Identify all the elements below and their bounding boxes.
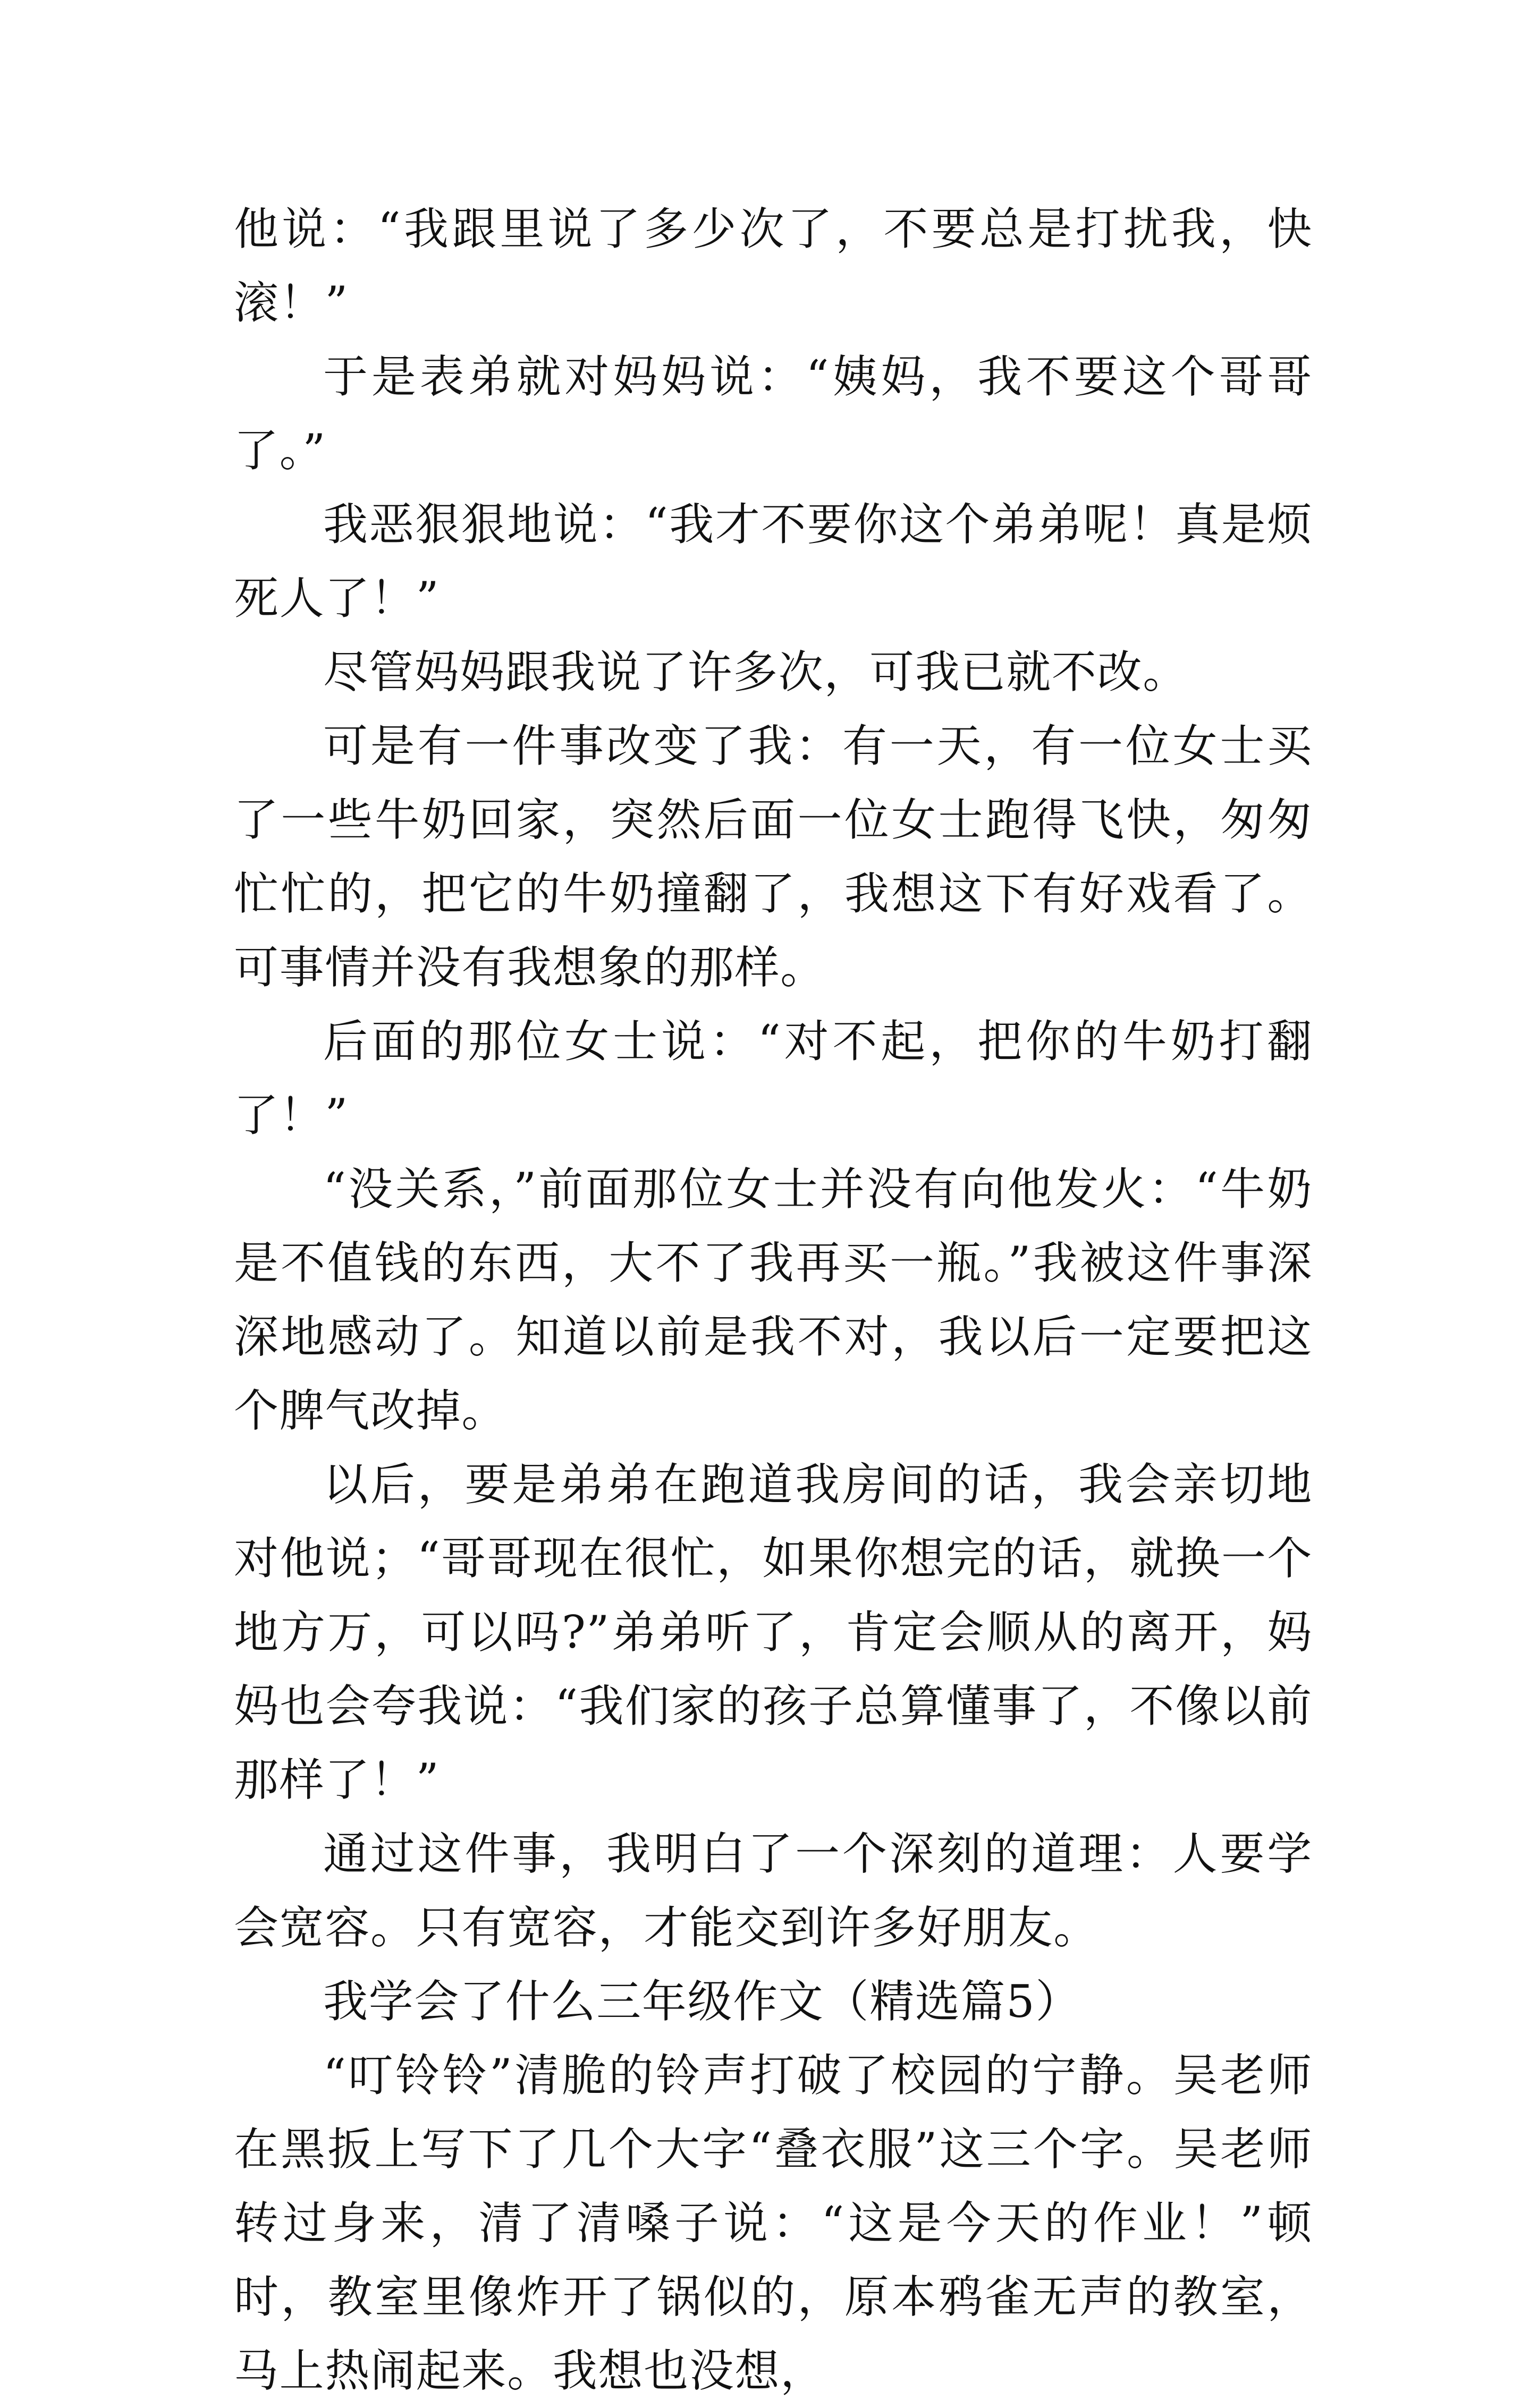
- paragraph: 通过这件事，我明白了一个深刻的道理：人要学会宽容。只有宽容，才能交到许多好朋友。: [234, 1828, 1313, 1954]
- paragraph: 后面的那位女士说：“对不起，把你的牛奶打翻了！”: [234, 1015, 1313, 1141]
- paragraph: “没关系，”前面那位女士并没有向他发火：“牛奶是不值钱的东西，大不了我再买一瓶。”我被这件事深深地感动了。知道以前是我不对，我以后一定要把这个脾气改掉。: [234, 1163, 1313, 1437]
- section-heading: 我学会了什么三年级作文（精选篇5）: [323, 1975, 1081, 2028]
- paragraph: 尽管妈妈跟我说了许多次，可我已就不改。: [323, 646, 1188, 698]
- paragraph: 他说：“我跟里说了多少次了，不要总是打扰我，快滚！”: [234, 203, 1313, 329]
- paragraph: 于是表弟就对妈妈说：“姨妈，我不要这个哥哥了。”: [234, 351, 1313, 477]
- paragraph: 以后，要是弟弟在跑道我房间的话，我会亲切地对他说；“哥哥现在很忙，如果你想完的话，就换一个地方万，可以吗?”弟弟听了，肯定会顺从的离开，妈妈也会夸我说：“我们家的孩子总算懂事了，不像以前那样了！”: [234, 1459, 1313, 1806]
- paragraph: 可是有一件事改变了我：有一天，有一位女士买了一些牛奶回家，突然后面一位女士跑得飞快，匆匆忙忙的，把它的牛奶撞翻了，我想这下有好戏看了。可事情并没有我想象的那样。: [234, 720, 1313, 994]
- document-body: [234, 192, 1313, 2408]
- paragraph: “叮铃铃”清脆的铃声打破了校园的宁静。吴老师在黑扳上写下了几个大字“叠衣服”这三个字。吴老师转过身来，清了清嗓子说：“这是今天的作业！”顿时，教室里像炸开了锅似的，原本鸦雀无声的教室，马上热闹起来。我想也没想，: [234, 2049, 1313, 2397]
- paragraph: 我恶狠狠地说：“我才不要你这个弟弟呢！真是烦死人了！”: [234, 498, 1313, 624]
